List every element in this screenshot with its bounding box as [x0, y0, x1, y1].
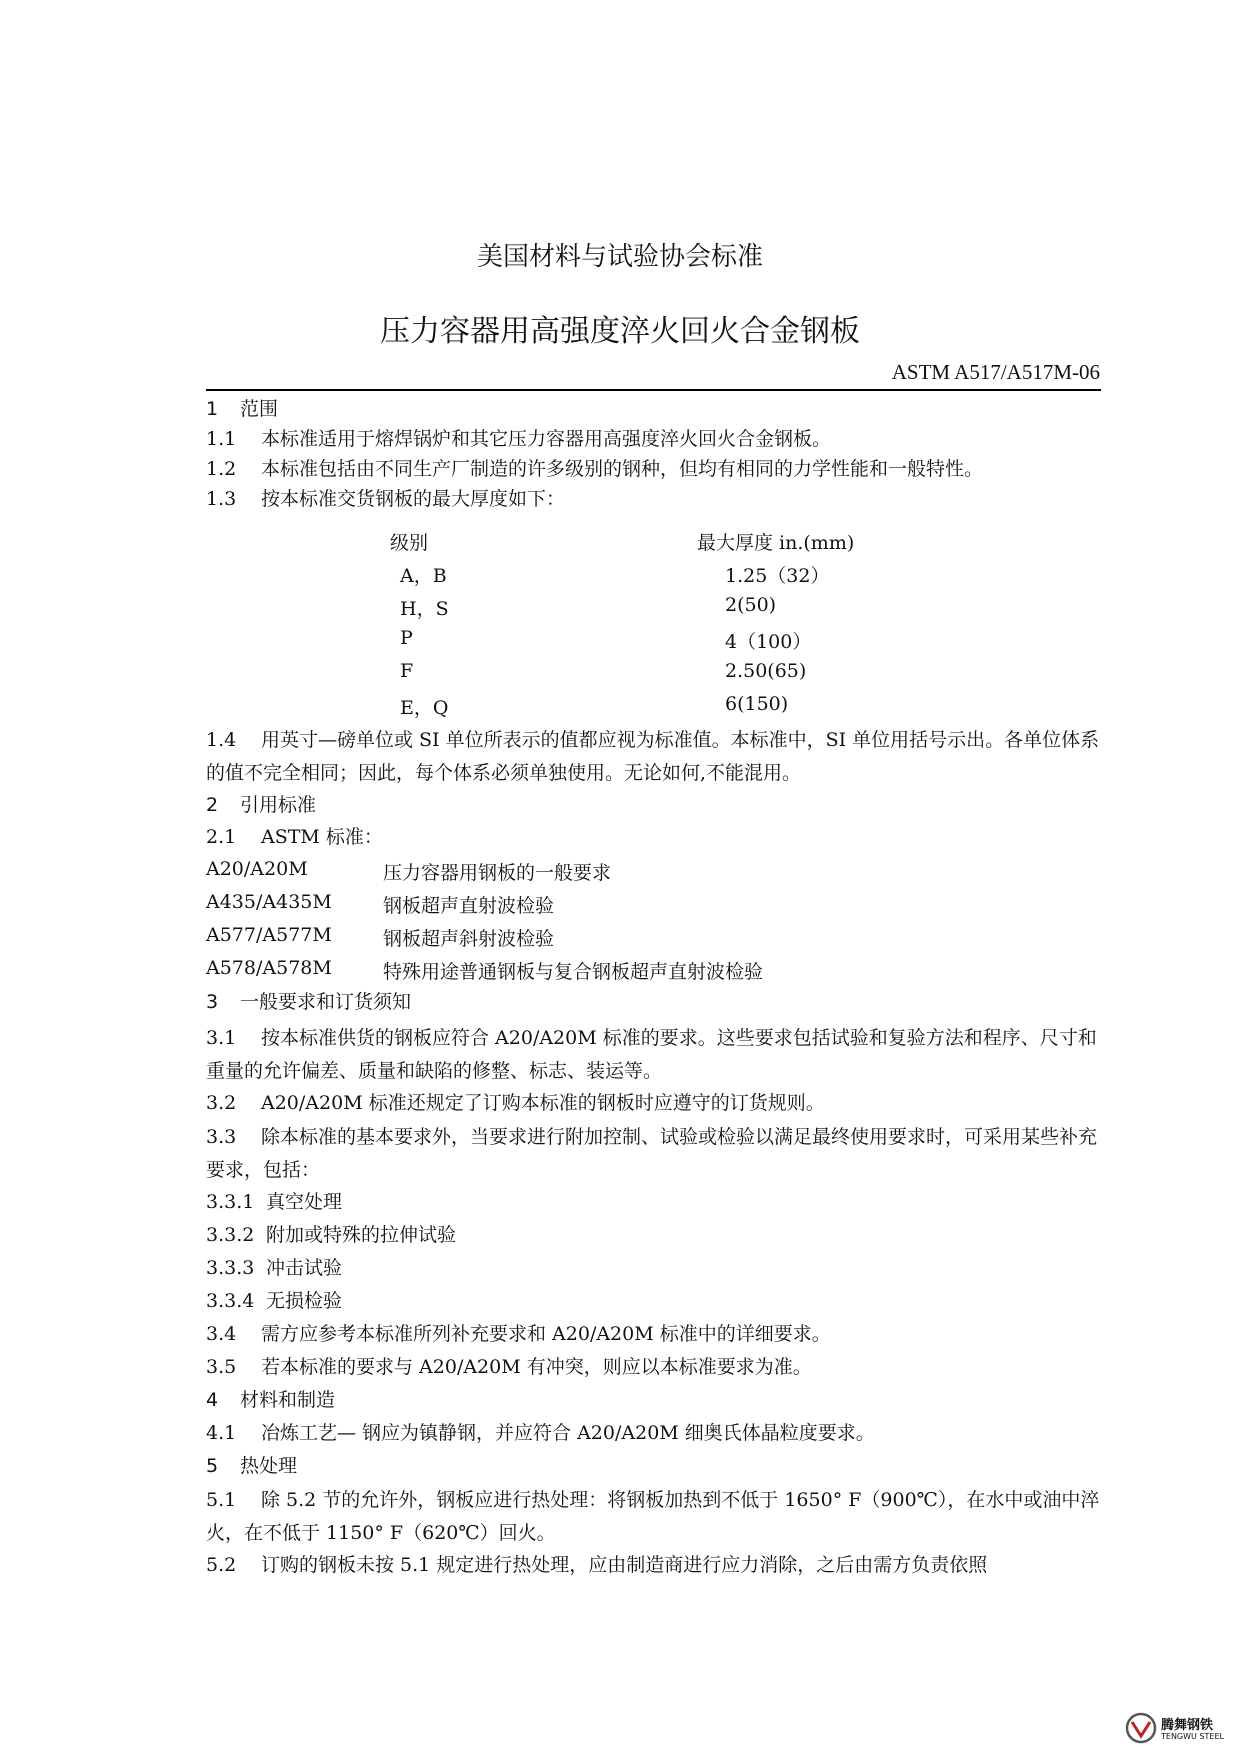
para-1-2: 1.2 本标准包括由不同生产厂制造的许多级别的钢种，但均有相同的力学性能和一般特性。	[206, 458, 984, 480]
para-4-1: 4.1 冶炼工艺— 钢应为镇静钢，并应符合 A20/A20M 细奥氏体晶粒度要求。	[206, 1422, 875, 1444]
reference-description: 钢板超声直射波检验	[383, 895, 555, 917]
para-5-1: 5.1 除 5.2 节的允许外，钢板应进行热处理：将钢板加热到不低于 1650° F（900℃），在水中或油中淬火，在不低于 1150° F（620℃）回火。	[206, 1489, 1100, 1544]
section-4-heading: 4 材料和制造	[206, 1389, 336, 1411]
organization-title: 美国材料与试验协会标准	[476, 242, 763, 272]
section-2-heading: 2 引用标准	[206, 794, 317, 816]
reference-description: 压力容器用钢板的一般要求	[383, 862, 612, 884]
section-5-heading: 5 热处理	[206, 1455, 298, 1477]
logo-text: 腾舞钢铁	[1161, 1718, 1214, 1733]
section-1-heading: 1 范围	[206, 398, 279, 420]
table-cell-thickness: 2(50)	[725, 594, 777, 616]
para-3-3-1: 3.3.1 真空处理	[206, 1191, 343, 1213]
table-cell-grade: F	[400, 660, 414, 682]
para-5-2: 5.2 订购的钢板未按 5.1 规定进行热处理，应由制造商进行应力消除，之后由需方负责依照	[206, 1554, 988, 1576]
table-cell-grade: P	[400, 627, 413, 649]
table-cell-thickness: 6(150)	[725, 693, 789, 715]
table-cell-grade: H，S	[400, 598, 449, 620]
table-cell-thickness: 4（100）	[725, 631, 812, 653]
table-cell-grade: E，Q	[400, 697, 449, 719]
logo-subtext: TENGWU STEEL	[1161, 1732, 1224, 1741]
table-cell-thickness: 2.50(65)	[725, 660, 807, 682]
reference-code: A577/A577M	[206, 924, 332, 946]
section-3-heading: 3 一般要求和订货须知	[206, 991, 412, 1013]
para-3-3-2: 3.3.2 附加或特殊的拉伸试验	[206, 1224, 457, 1246]
table-header-thickness: 最大厚度 in.(mm)	[697, 532, 855, 554]
standard-code: ASTM A517/A517M-06	[891, 360, 1100, 384]
header-rule	[206, 389, 1101, 391]
para-3-3-3: 3.3.3 冲击试验	[206, 1257, 343, 1279]
table-header-grade: 级别	[390, 532, 429, 554]
reference-code: A435/A435M	[206, 891, 332, 913]
para-2-1: 2.1 ASTM 标准：	[206, 826, 383, 848]
para-3-3: 3.3 除本标准的基本要求外，当要求进行附加控制、试验或检验以满足最终使用要求时，可采用某些补充要求，包括：	[206, 1126, 1098, 1181]
tengwu-logo	[1125, 1712, 1235, 1746]
tengwu-logo-icon	[1125, 1712, 1157, 1744]
document-title: 压力容器用高强度淬火回火合金钢板	[380, 314, 860, 349]
reference-description: 钢板超声斜射波检验	[383, 928, 555, 950]
para-1-3: 1.3 按本标准交货钢板的最大厚度如下：	[206, 488, 566, 510]
para-3-3-4: 3.3.4 无损检验	[206, 1290, 343, 1312]
para-3-4: 3.4 需方应参考本标准所列补充要求和 A20/A20M 标准中的详细要求。	[206, 1323, 831, 1345]
para-3-1: 3.1 按本标准供货的钢板应符合 A20/A20M 标准的要求。这些要求包括试验和复验方法和程序、尺寸和重量的允许偏差、质量和缺陷的修整、标志、装运等。	[206, 1027, 1097, 1082]
reference-description: 特殊用途普通钢板与复合钢板超声直射波检验	[383, 961, 764, 983]
table-cell-grade: A，B	[400, 565, 447, 587]
para-1-1: 1.1 本标准适用于熔焊锅炉和其它压力容器用高强度淬火回火合金钢板。	[206, 428, 832, 450]
table-cell-thickness: 1.25（32）	[725, 565, 830, 587]
para-3-2: 3.2 A20/A20M 标准还规定了订购本标准的钢板时应遵守的订货规则。	[206, 1092, 825, 1114]
para-3-5: 3.5 若本标准的要求与 A20/A20M 有冲突，则应以本标准要求为准。	[206, 1356, 812, 1378]
reference-code: A578/A578M	[206, 957, 332, 979]
para-1-4: 1.4 用英寸—磅单位或 SI 单位所表示的值都应视为标准值。本标准中，SI 单位用括号示出。各单位体系的值不完全相同；因此，每个体系必须单独使用。无论如何,不能混用。	[206, 729, 1100, 784]
reference-code: A20/A20M	[206, 858, 308, 880]
